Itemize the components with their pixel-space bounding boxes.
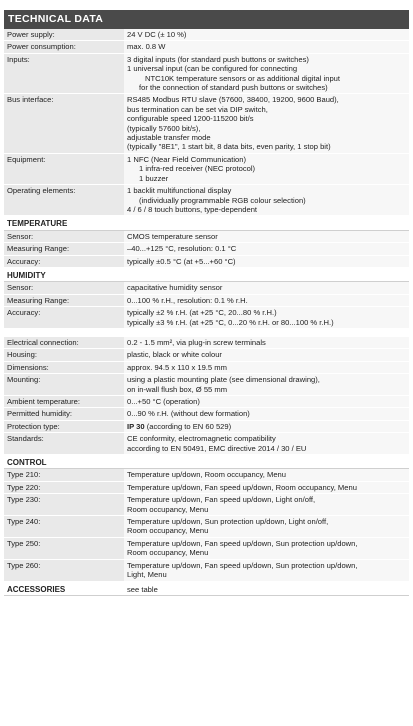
spec-value-line: Room occupancy, Menu bbox=[127, 548, 209, 558]
spec-value-line: on in-wall flush box, Ø 55 mm bbox=[127, 384, 228, 394]
spec-value-line: 24 V DC (± 10 %) bbox=[127, 30, 187, 39]
spec-row bbox=[4, 396, 409, 408]
spec-value bbox=[124, 337, 409, 349]
spec-label: Type 260: bbox=[4, 559, 124, 581]
section-title: TECHNICAL DATA bbox=[4, 10, 409, 29]
spec-label: Accuracy: bbox=[4, 255, 124, 267]
control-row bbox=[4, 469, 409, 481]
spec-value-line: 0...+50 °C (operation) bbox=[127, 397, 200, 406]
spec-label: Sensor: bbox=[4, 282, 124, 294]
spec-label: Type 210: bbox=[4, 469, 124, 481]
spec-value-line: plastic, black or white colour bbox=[127, 350, 222, 360]
spec-value-line: max. 0.8 W bbox=[127, 42, 166, 52]
spec-value bbox=[124, 494, 409, 516]
spec-value bbox=[124, 307, 409, 329]
spec-value-line: 1 NFC (Near Field Communication) bbox=[127, 154, 247, 164]
spec-value bbox=[124, 153, 409, 184]
spec-row bbox=[4, 185, 409, 216]
spec-row bbox=[4, 349, 409, 361]
spec-value-line: CMOS temperature sensor bbox=[127, 231, 218, 241]
spec-value-line: NTC10K temperature sensors or as additional digital input bbox=[145, 73, 341, 83]
temperature-row bbox=[4, 255, 409, 267]
spec-value-line: approx. 94.5 x 110 x 19.5 mm bbox=[127, 362, 227, 372]
section-heading: ACCESSORIES bbox=[4, 581, 124, 595]
spec-value-line: Temperature up/down, Room occupancy, Menu bbox=[127, 470, 286, 480]
spec-value-line: Temperature up/down, Fan speed up/down, Light on/off, bbox=[127, 495, 316, 505]
spec-row bbox=[4, 41, 409, 53]
spec-label: Mounting: bbox=[4, 374, 124, 396]
spec-value bbox=[124, 53, 409, 94]
spec-row bbox=[4, 408, 409, 420]
spec-value-line: Temperature up/down, Fan speed up/down, Sun protection up/down, bbox=[127, 538, 358, 548]
spec-value-line: typically ±3 % r.H. (at +25 °C, 0...20 % r.H. or 80...100 % r.H.) bbox=[127, 317, 334, 327]
spec-value-line: Temperature up/down, Sun protection up/down, Light on/off, bbox=[127, 517, 329, 527]
spec-value bbox=[124, 469, 409, 481]
spec-value bbox=[124, 243, 409, 255]
spec-row bbox=[4, 361, 409, 373]
spec-label: Measuring Range: bbox=[4, 294, 124, 306]
spec-label: Housing: bbox=[4, 349, 124, 361]
spec-value bbox=[124, 282, 409, 294]
accessories-row bbox=[4, 581, 409, 595]
spec-value-line: 3 digital inputs (for standard push buttons or switches) bbox=[127, 54, 309, 64]
spec-label: Type 240: bbox=[4, 516, 124, 538]
control-heading bbox=[4, 455, 409, 469]
spec-label: Equipment: bbox=[4, 153, 124, 184]
spec-label: Type 250: bbox=[4, 537, 124, 559]
spec-label: Type 230: bbox=[4, 494, 124, 516]
spec-label: Inputs: bbox=[4, 53, 124, 94]
spec-table bbox=[4, 29, 409, 596]
spec-value bbox=[124, 559, 409, 581]
humidity-heading bbox=[4, 267, 409, 281]
spec-value-line: (typically 57600 bit/s), bbox=[127, 123, 201, 133]
spec-value-line: Light, Menu bbox=[127, 570, 167, 580]
spec-label: Ambient temperature: bbox=[4, 396, 124, 408]
spec-value-line: (typically "8E1", 1 start bit, 8 data bits, even parity, 1 stop bit) bbox=[127, 142, 331, 152]
control-row bbox=[4, 494, 409, 516]
spec-row bbox=[4, 53, 409, 94]
spec-value bbox=[124, 294, 409, 306]
temperature-row bbox=[4, 230, 409, 242]
spec-value-line: 4 / 6 / 8 touch buttons, type-dependent bbox=[127, 204, 258, 214]
spec-value bbox=[124, 374, 409, 396]
protection-standard: (according to EN 60 529) bbox=[144, 421, 232, 431]
spec-label: Power consumption: bbox=[4, 41, 124, 53]
spec-value-line: Temperature up/down, Fan speed up/down, Room occupancy, Menu bbox=[127, 482, 357, 492]
spec-value-line: (individually programmable RGB colour selection) bbox=[139, 195, 306, 205]
control-row bbox=[4, 537, 409, 559]
humidity-row bbox=[4, 307, 409, 329]
spec-value bbox=[124, 349, 409, 361]
spec-label: Operating elements: bbox=[4, 185, 124, 216]
humidity-row bbox=[4, 282, 409, 294]
spec-label: Standards: bbox=[4, 433, 124, 455]
protection-class: IP 30 bbox=[127, 421, 145, 431]
spec-value bbox=[124, 420, 409, 432]
spec-value bbox=[124, 185, 409, 216]
spec-label: Type 220: bbox=[4, 481, 124, 493]
spec-row bbox=[4, 29, 409, 41]
section-heading: TEMPERATURE bbox=[4, 216, 409, 230]
spec-value-line: for the connection of standard push buttons or switches) bbox=[139, 83, 328, 93]
control-row bbox=[4, 559, 409, 581]
spec-value-line: –40...+125 °C, resolution: 0.1 °C bbox=[127, 244, 237, 254]
humidity-row bbox=[4, 294, 409, 306]
spec-label: Permitted humidity: bbox=[4, 408, 124, 420]
spec-value bbox=[124, 361, 409, 373]
spec-value-line: typically ±0.5 °C (at +5...+60 °C) bbox=[127, 256, 236, 266]
section-heading: CONTROL bbox=[4, 455, 409, 469]
spec-value bbox=[124, 41, 409, 53]
spec-row bbox=[4, 337, 409, 349]
spec-value bbox=[124, 29, 409, 41]
spec-value bbox=[124, 94, 409, 153]
spec-label: Dimensions: bbox=[4, 361, 124, 373]
spec-value-line: 0...90 % r.H. (without dew formation) bbox=[127, 409, 250, 419]
spec-label: Power supply: bbox=[4, 29, 124, 41]
spec-value-line: 0...100 % r.H., resolution: 0.1 % r.H. bbox=[127, 295, 248, 305]
spec-value-line: typically ±2 % r.H. (at +25 °C, 20...80 % r.H.) bbox=[127, 308, 277, 318]
spec-value-line: 1 universal input (can be configured for connecting bbox=[127, 64, 298, 74]
spacer bbox=[4, 328, 409, 337]
accessories-value: see table bbox=[124, 581, 409, 595]
spec-value-line: 1 infra-red receiver (NEC protocol) bbox=[139, 164, 256, 174]
spec-value bbox=[124, 433, 409, 455]
protection-row bbox=[4, 420, 409, 432]
spec-label: Electrical connection: bbox=[4, 337, 124, 349]
control-row bbox=[4, 516, 409, 538]
section-heading: HUMIDITY bbox=[4, 267, 409, 281]
spec-value bbox=[124, 481, 409, 493]
spec-value-line: Temperature up/down, Fan speed up/down, Sun protection up/down, bbox=[127, 560, 358, 570]
spec-label: Sensor: bbox=[4, 230, 124, 242]
spec-value bbox=[124, 408, 409, 420]
spec-value-line: Room occupancy, Menu bbox=[127, 504, 209, 514]
spec-value-line: 0.2 - 1.5 mm², via plug-in screw terminals bbox=[127, 337, 266, 347]
spec-value-line: RS485 Modbus RTU slave (57600, 38400, 19200, 9600 Baud), bbox=[127, 95, 339, 105]
spec-value-line: according to EN 50491, EMC directive 2014 / 30 / EU bbox=[127, 443, 307, 453]
spec-label: Protection type: bbox=[4, 420, 124, 432]
spec-value-line: 1 buzzer bbox=[139, 173, 169, 183]
spec-value-line: capacitative humidity sensor bbox=[127, 283, 223, 293]
spec-row bbox=[4, 94, 409, 153]
spec-value-line: Room occupancy, Menu bbox=[127, 526, 209, 536]
temperature-row bbox=[4, 243, 409, 255]
temperature-heading bbox=[4, 216, 409, 230]
spec-label: Measuring Range: bbox=[4, 243, 124, 255]
control-row bbox=[4, 481, 409, 493]
technical-data-sheet bbox=[4, 10, 409, 596]
standards-row bbox=[4, 433, 409, 455]
spec-value bbox=[124, 516, 409, 538]
spec-value bbox=[124, 230, 409, 242]
spec-value-line: using a plastic mounting plate (see dimensional drawing), bbox=[127, 375, 320, 385]
spec-value bbox=[124, 537, 409, 559]
spec-value bbox=[124, 396, 409, 408]
spec-value-line: CE conformity, electromagnetic compatibility bbox=[127, 434, 276, 444]
spec-row bbox=[4, 374, 409, 396]
spec-label: Bus interface: bbox=[4, 94, 124, 153]
spec-value bbox=[124, 255, 409, 267]
spec-value-line: 1 backlit multifunctional display bbox=[127, 186, 232, 196]
spec-value-line: bus termination can be set via DIP switch, bbox=[127, 104, 268, 114]
spec-value-line: adjustable transfer mode bbox=[127, 133, 211, 143]
spec-row bbox=[4, 153, 409, 184]
spec-value-line: configurable speed 1200-115200 bit/s bbox=[127, 114, 254, 124]
spec-label: Accuracy: bbox=[4, 307, 124, 329]
